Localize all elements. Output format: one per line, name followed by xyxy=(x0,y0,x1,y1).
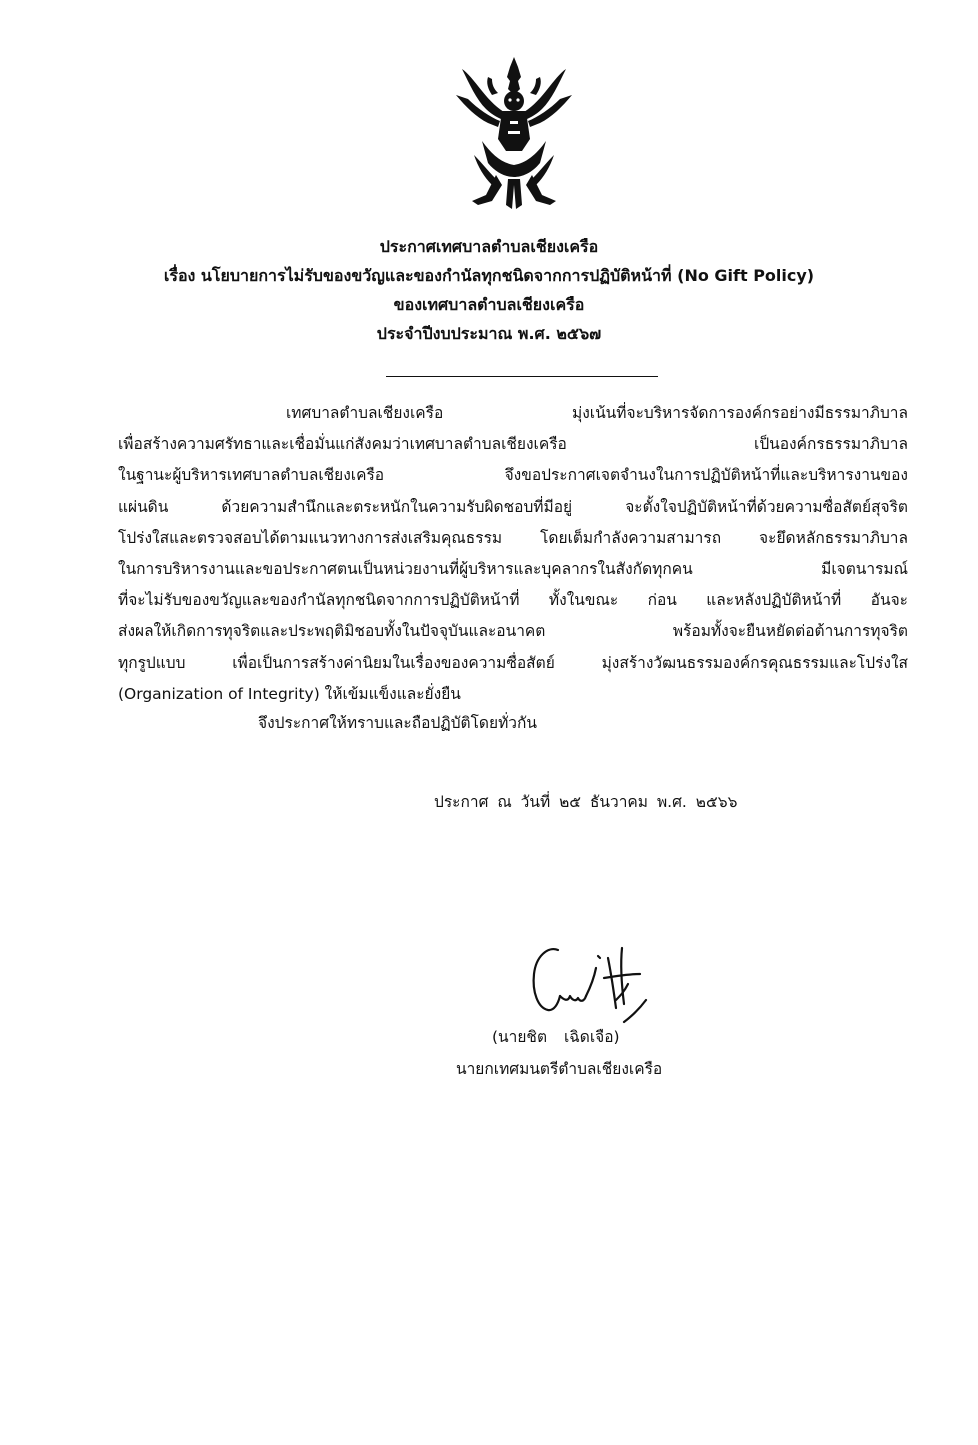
paragraph-line: ทุกรูปแบบ เพื่อเป็นการสร้างค่านิยมในเรื่องของความซื่อสัตย์ มุ่งสร้างวัฒนธรรมองค์กรคุณธรรมและโปร่งใส xyxy=(118,653,908,672)
paragraph-line: เทศบาลตำบลเชียงเครือ มุ่งเน้นที่จะบริหารจัดการองค์กรอย่างมีธรรมาภิบาล xyxy=(286,404,908,422)
paragraph-line: (Organization of Integrity) ให้เข้มแข็งและยั่งยืน xyxy=(118,684,461,703)
paragraph-line: เพื่อสร้างความศรัทธาและเชื่อมั่นแก่สังคมว่าเทศบาลตำบลเชียงเครือ เป็นองค์กรธรรมาภิบาล xyxy=(118,435,908,454)
paragraph-line: โปร่งใสและตรวจสอบได้ตามแนวทางการส่งเสริมคุณธรรม โดยเต็มกำลังความสามารถ จะยึดหลักธรรมาภิบาล xyxy=(118,528,908,547)
closing-statement: จึงประกาศให้ทราบและถือปฏิบัติโดยทั่วกัน xyxy=(258,714,537,732)
announcement-date: ประกาศ ณ วันที่ ๒๕ ธันวาคม พ.ศ. ๒๕๖๖ xyxy=(434,793,738,811)
handwritten-signature xyxy=(524,938,664,1024)
announcement-subject: เรื่อง นโยบายการไม่รับของขวัญและของกำนัลทุกชนิดจากการปฏิบัติหน้าที่ (No Gift Policy) xyxy=(163,266,815,285)
garuda-emblem xyxy=(452,55,576,211)
policy-paragraph xyxy=(118,398,908,710)
announcement-title: ประกาศเทศบาลตำบลเชียงเครือ xyxy=(379,237,599,256)
signatory-title: นายกเทศมนตรีตำบลเชียงเครือ xyxy=(456,1060,663,1078)
announcement-fiscal-year: ประจำปีงบประมาณ พ.ศ. ๒๕๖๗ xyxy=(376,324,602,343)
paragraph-line: ในการบริหารงานและขอประกาศตนเป็นหน่วยงานที่ผู้บริหารและบุคลากรในสังกัดทุกคน มีเจตนารมณ์ xyxy=(118,560,908,579)
announcement-organization: ของเทศบาลตำบลเชียงเครือ xyxy=(393,295,585,314)
announcement-header xyxy=(0,232,978,348)
paragraph-line: ที่จะไม่รับของขวัญและของกำนัลทุกชนิดจากการปฏิบัติหน้าที่ ทั้งในขณะ ก่อน และหลังปฏิบัติหน้าที่ อันจะ xyxy=(118,591,908,610)
header-divider xyxy=(386,376,658,377)
paragraph-line: ส่งผลให้เกิดการทุจริตและประพฤติมิชอบทั้งในปัจจุบันและอนาคต พร้อมทั้งจะยืนหยัดต่อต้านการทุจริต xyxy=(118,622,908,641)
signatory-name: (นายชิต เฉิดเจือ) xyxy=(492,1028,620,1046)
paragraph-line: ในฐานะผู้บริหารเทศบาลตำบลเชียงเครือ จึงขอประกาศเจตจำนงในการปฏิบัติหน้าที่และบริหารงานของ xyxy=(118,466,908,485)
paragraph-line: แผ่นดิน ด้วยความสำนึกและตระหนักในความรับผิดชอบที่มีอยู่ จะตั้งใจปฏิบัติหน้าที่ด้วยความซื่อสัตย์สุจริต xyxy=(118,497,908,516)
